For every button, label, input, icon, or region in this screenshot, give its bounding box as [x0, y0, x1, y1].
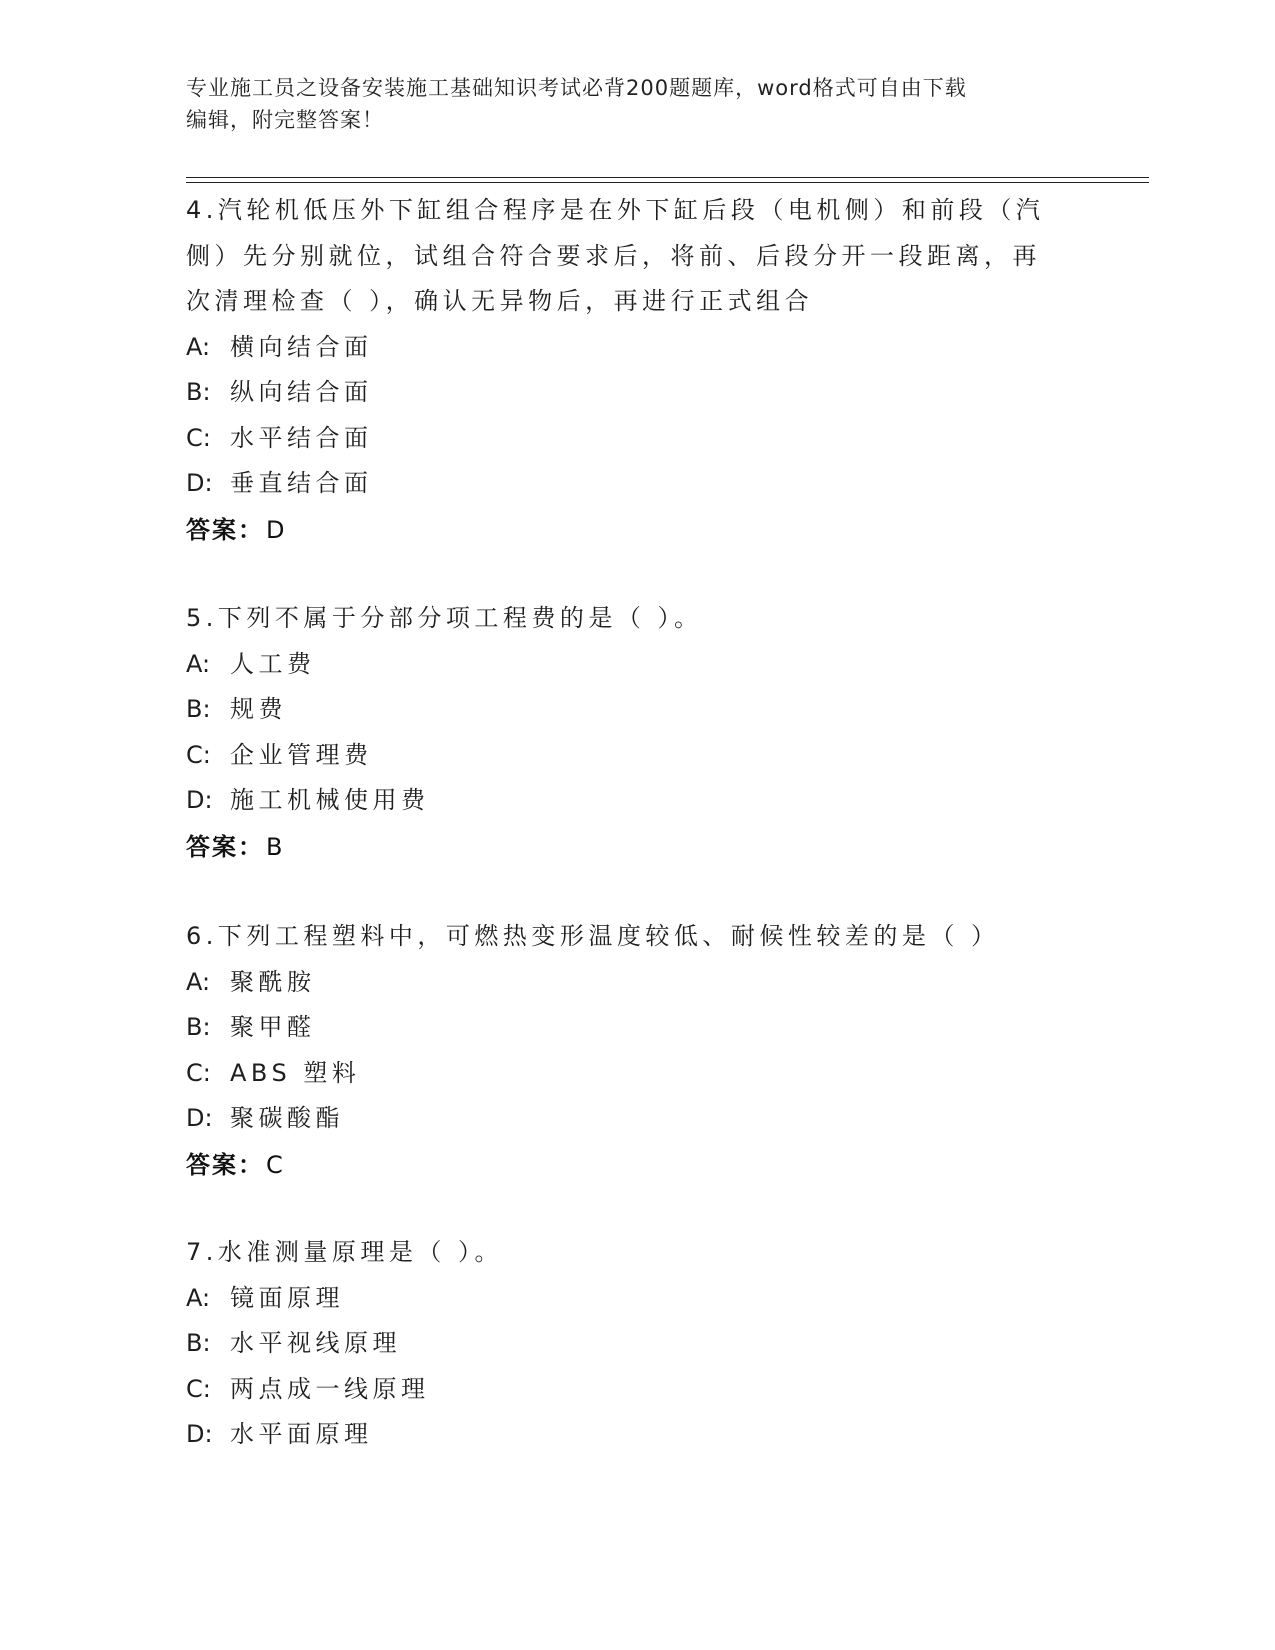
- option-text: 纵向结合面: [230, 378, 373, 406]
- option-text: 水平视线原理: [230, 1329, 401, 1357]
- option-text: 镜面原理: [230, 1283, 344, 1312]
- option-a: [186, 642, 1066, 688]
- answer-line: [186, 507, 1066, 553]
- option-d: [186, 461, 1066, 507]
- question-stem: 5.下列不属于分部分项工程费的是（ ）。: [186, 604, 703, 632]
- header-line-1: 专业施工员之设备安装施工基础知识考试必背200题题库，word格式可自由下载: [186, 76, 967, 100]
- option-text: 横向结合面: [230, 332, 373, 361]
- option-letter: A:: [186, 1283, 211, 1312]
- option-letter: A:: [186, 332, 211, 361]
- option-letter: B:: [186, 1329, 211, 1357]
- question-6: [186, 914, 1066, 1188]
- option-text: 两点成一线原理: [230, 1374, 430, 1403]
- option-a: [186, 325, 1066, 371]
- option-letter: C:: [186, 1058, 211, 1087]
- option-b: [186, 1321, 1066, 1367]
- option-c: [186, 416, 1066, 462]
- option-c: [186, 1051, 1066, 1097]
- option-text: 聚酰胺: [230, 967, 316, 996]
- option-a: [186, 1276, 1066, 1322]
- option-letter: A:: [186, 967, 211, 996]
- answer-value: C: [266, 1150, 285, 1179]
- option-letter: B:: [186, 378, 211, 406]
- option-text: 施工机械使用费: [230, 786, 430, 814]
- answer-line: [186, 824, 1066, 870]
- question-stem: 4.汽轮机低压外下缸组合程序是在外下缸后段（电机侧）和前段（汽侧）先分别就位，试组合符合要求后，将前、后段分开一段距离，再次清理检查（ ），确认无异物后，再进行正式组合: [186, 196, 1045, 315]
- option-letter: C:: [186, 423, 211, 452]
- answer-value: D: [266, 515, 287, 544]
- option-letter: A:: [186, 649, 211, 678]
- answer-value: B: [266, 832, 285, 861]
- header-divider-bottom: [186, 182, 1149, 183]
- option-d: [186, 778, 1066, 824]
- question-stem: 6.下列工程塑料中，可燃热变形温度较低、耐候性较差的是（ ）: [186, 922, 1000, 950]
- option-text: 聚碳酸酯: [230, 1104, 344, 1132]
- option-text: 聚甲醛: [230, 1013, 316, 1041]
- answer-label: 答案：: [186, 515, 264, 544]
- option-text: 水平面原理: [230, 1420, 373, 1448]
- question-5: [186, 596, 1066, 870]
- answer-label: 答案：: [186, 832, 264, 861]
- question-7: [186, 1230, 1066, 1458]
- question-stem: 7.水准测量原理是（ ）。: [186, 1238, 504, 1266]
- option-letter: C:: [186, 740, 211, 769]
- option-text: 水平结合面: [230, 423, 373, 452]
- document-header: [186, 72, 1066, 136]
- option-c: [186, 733, 1066, 779]
- option-letter: D:: [186, 786, 213, 814]
- option-d: [186, 1412, 1066, 1458]
- option-b: [186, 1005, 1066, 1051]
- option-b: [186, 687, 1066, 733]
- option-text: 企业管理费: [230, 740, 373, 769]
- option-text: 人工费: [230, 649, 316, 678]
- option-text: ABS 塑料: [230, 1058, 361, 1087]
- option-letter: D:: [186, 1420, 213, 1448]
- option-text: 规费: [230, 695, 287, 723]
- option-c: [186, 1367, 1066, 1413]
- option-letter: C:: [186, 1374, 211, 1403]
- option-letter: B:: [186, 695, 211, 723]
- option-letter: B:: [186, 1013, 211, 1041]
- option-letter: D:: [186, 469, 213, 497]
- option-text: 垂直结合面: [230, 469, 373, 497]
- header-divider-top: [186, 177, 1149, 178]
- question-4: [186, 188, 1066, 553]
- header-line-2: 编辑，附完整答案！: [186, 108, 384, 132]
- option-a: [186, 960, 1066, 1006]
- option-letter: D:: [186, 1104, 213, 1132]
- option-d: [186, 1096, 1066, 1142]
- answer-label: 答案：: [186, 1150, 264, 1179]
- option-b: [186, 370, 1066, 416]
- answer-line: [186, 1142, 1066, 1188]
